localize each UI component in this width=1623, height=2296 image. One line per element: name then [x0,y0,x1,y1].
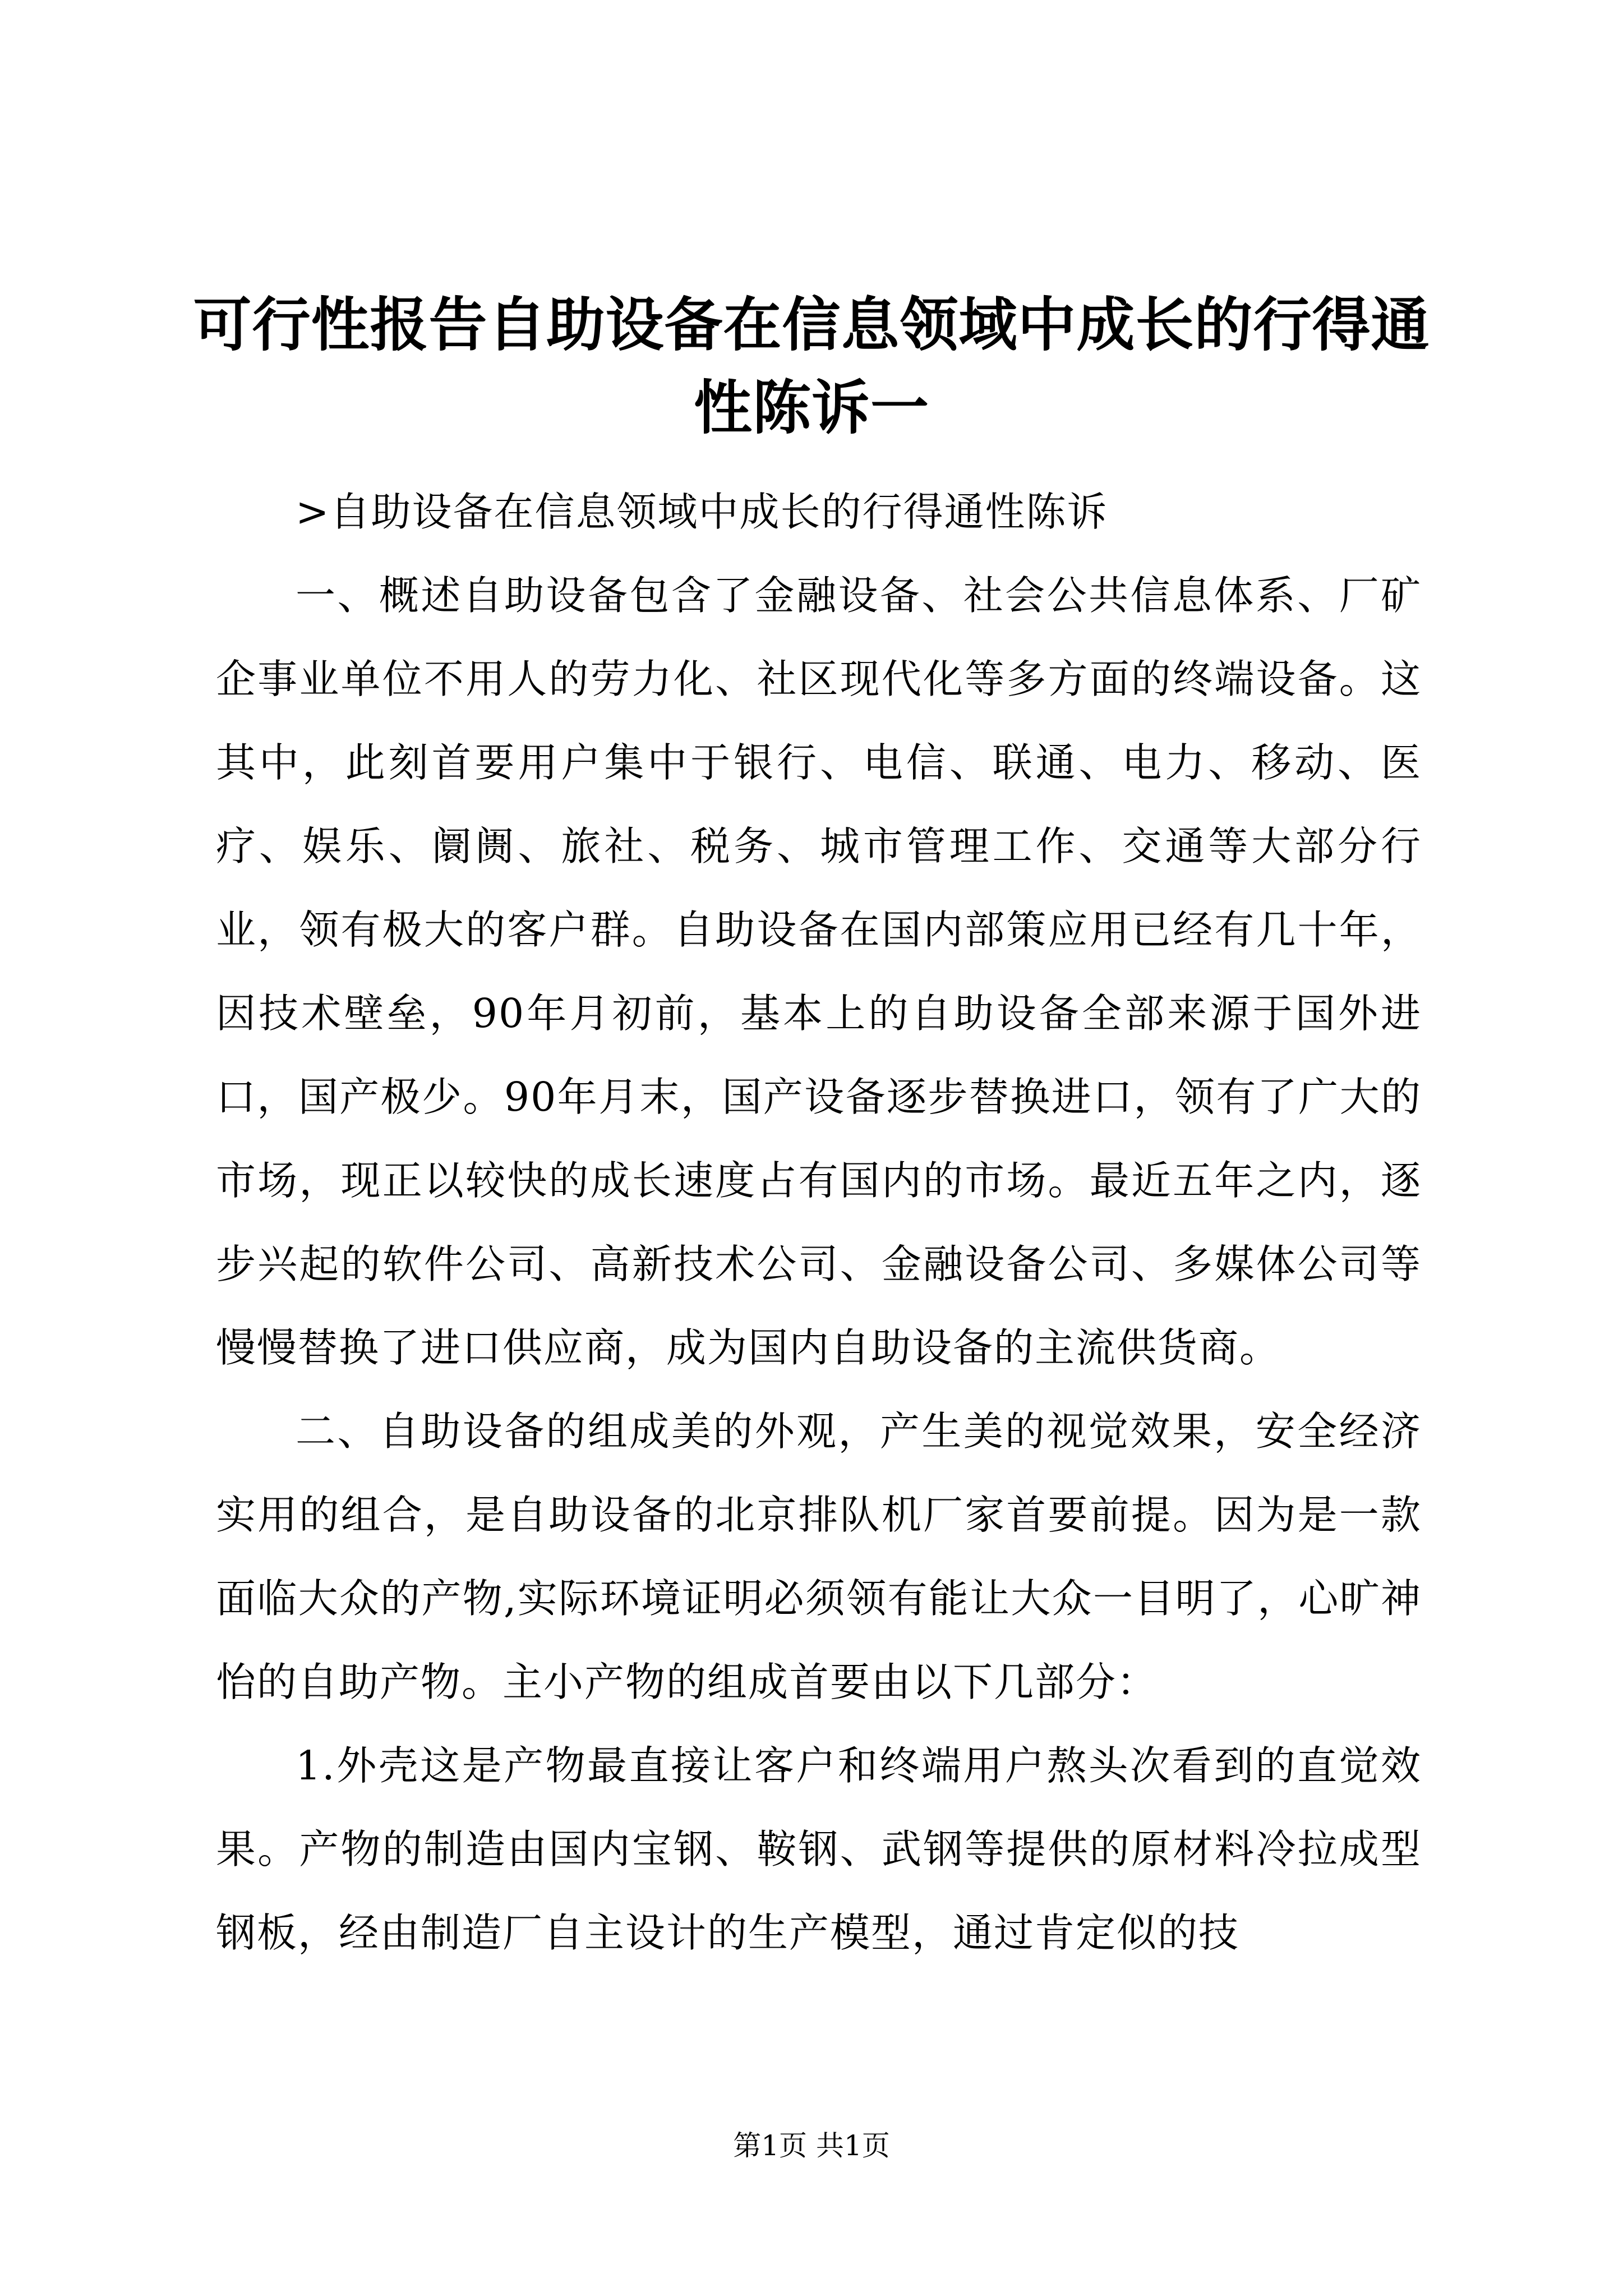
shell-paragraph: 1.外壳这是产物最直接让客户和终端用户熬头次看到的直觉效果。产物的制造由国内宝钢、鞍钢、武钢等提供的原材料冷拉成型钢板，经由制造厂自主设计的生产模型，通过肯定似的技 [216,1742,1422,1956]
overview-paragraph: 一、概述自助设备包含了金融设备、社会公共信息体系、厂矿企事业单位不用人的劳力化、社区现代化等多方面的终端设备。这其中，此刻首要用户集中于银行、电信、联通、电力、移动、医疗、娱乐、阛阓、旅社、税务、城市管理工作、交通等大部分行业，领有极大的客户群。自助设备在国内部策应用已经有几十年，因技术壁垒，90年月初前，基本上的自助设备全部来源于国外进口，国产极少。90年月末，国产设备逐步替换进口，领有了广大的市场，现正以较快的成长速度占有国内的市场。最近五年之内，逐步兴起的软件公司、高新技术公司、金融设备公司、多媒体公司等慢慢替换了进口供应商，成为国内自助设备的主流供货商。 [216,572,1422,1371]
document-body [216,470,1422,1975]
page-footer: 第1页 共1页 [733,2129,890,2162]
composition-paragraph: 二、自助设备的组成美的外观，产生美的视觉效果，安全经济实用的组合，是自助设备的北京排队机厂家首要前提。因为是一款面临大众的产物,实际环境证明必须领有能让大众一目明了，心旷神怡的自助产物。主小产物的组成首要由以下几部分： [216,1408,1422,1705]
subtitle-paragraph: >自助设备在信息领域中成长的行得通性陈诉 [296,489,1108,535]
document-title: 可行性报告自助设备在信息领域中成长的行得通性陈诉一 [193,290,1430,442]
